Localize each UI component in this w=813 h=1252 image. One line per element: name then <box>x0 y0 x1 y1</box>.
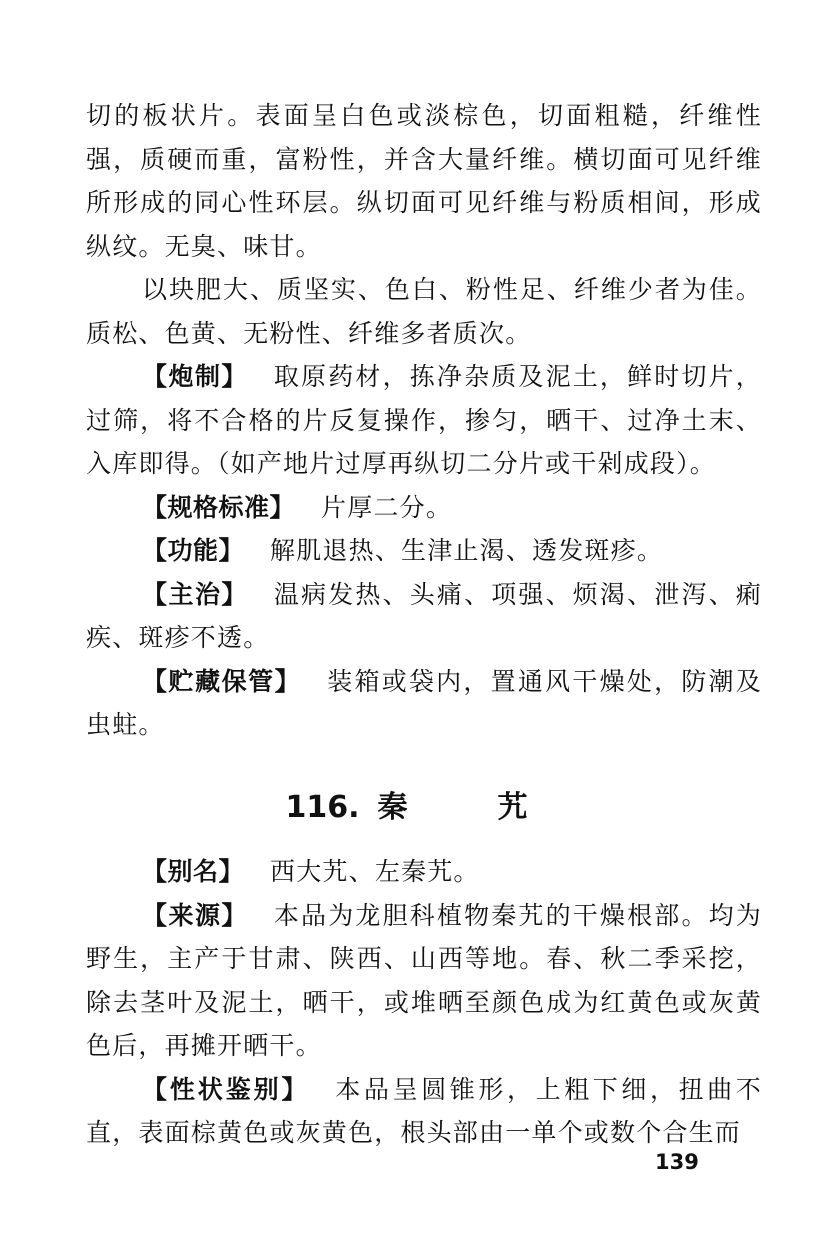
section-label-alias: 【别名】 <box>142 857 245 886</box>
paragraph-identification: 【性状鉴别】 本品呈圆锥形，上粗下细，扭曲不直，表面棕黄色或灰黄色，根头部由一单个或数个合生而 <box>86 1074 762 1147</box>
paragraph-specification: 【规格标准】 片厚二分。 <box>142 492 453 522</box>
entry-number: 116. <box>285 790 360 825</box>
paragraph-function: 【功能】 解肌退热、生津止渴、透发斑疹。 <box>142 536 664 565</box>
paragraph-quality-grading: 以块肥大、质坚实、色白、粉性足、纤维少者为佳。质松、色黄、无粉性、纤维多者质次。 <box>86 275 762 348</box>
entry-title-char-1: 秦 <box>377 790 408 825</box>
upper-text-block <box>86 94 762 747</box>
paragraph-source: 【来源】 本品为龙胆科植物秦艽的干燥根部。均为野生，主产于甘肃、陕西、山西等地。春、秋二季采挖，除去茎叶及泥土，晒干，或堆晒至颜色成为红黄色或灰黄色后，再摊开晒干。 <box>86 900 762 1060</box>
paragraph-processing: 【炮制】 取原药材，拣净杂质及泥土，鲜时切片，过筛，将不合格的片反复操作，掺匀，晒干、过净土末、入库即得。（如产地片过厚再纵切二分片或干剁成段）。 <box>86 362 762 478</box>
page-number: 139 <box>655 1150 699 1174</box>
paragraph-alias: 【别名】 西大艽、左秦艽。 <box>142 857 480 886</box>
entry-heading <box>0 782 813 826</box>
section-label-storage: 【贮藏保管】 <box>142 666 302 696</box>
section-label-processing: 【炮制】 <box>142 362 248 391</box>
paragraph-indications: 【主治】 温病发热、头痛、项强、烦渴、泄泻、痢疾、斑疹不透。 <box>86 579 762 652</box>
section-label-function: 【功能】 <box>142 536 245 565</box>
section-label-specification: 【规格标准】 <box>142 492 296 522</box>
section-label-source: 【来源】 <box>142 900 248 930</box>
section-label-identification: 【性状鉴别】 <box>142 1074 310 1104</box>
paragraph-storage: 【贮藏保管】 装箱或袋内，置通风干燥处，防潮及虫蛀。 <box>86 666 762 739</box>
paragraph-description-continued: 切的板状片。表面呈白色或淡棕色，切面粗糙，纤维性强，质硬而重，富粉性，并含大量纤维。横切面可见纤维所形成的同心性环层。纵切面可见纤维与粉质相间，形成纵纹。无臭、味甘。 <box>86 101 762 261</box>
lower-text-block <box>86 850 762 1155</box>
entry-title-char-2: 艽 <box>497 790 528 825</box>
section-label-indications: 【主治】 <box>142 579 248 609</box>
